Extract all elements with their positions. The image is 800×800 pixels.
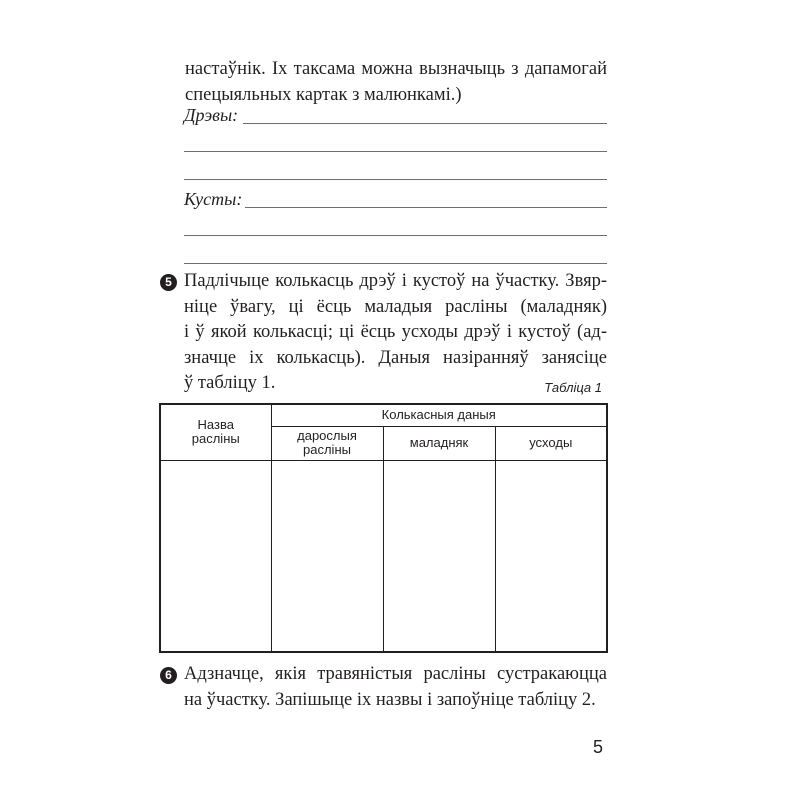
task-5-text: [184, 269, 607, 397]
table-header-seedlings: усходы: [495, 426, 607, 460]
table-cell-seedlings[interactable]: [495, 460, 607, 652]
task-6-line: Адзначце, якія травяністыя расліны сустракаюцца: [184, 664, 607, 684]
table-header-adult-plants: дарослыя расліны: [271, 426, 383, 460]
task-6-line: на ўчастку. Запішыце іх назвы і запоўніце табліцу 2.: [184, 689, 596, 710]
trees-answer-line[interactable]: [243, 123, 607, 124]
trees-answer-line[interactable]: [184, 179, 607, 180]
intro-line-2: спецыяльных картак з малюнкамі.): [185, 85, 462, 105]
table-cell-plant-name[interactable]: [160, 460, 271, 652]
intro-line-1: настаўнік. Іх таксама можна вызначыць з дапамогай: [185, 59, 607, 79]
shrubs-answer-line[interactable]: [245, 207, 607, 208]
table-cell-young-growth[interactable]: [383, 460, 495, 652]
task-6-text: [184, 662, 607, 713]
task-5-number-badge: 5: [160, 274, 177, 291]
shrubs-field-label: Кусты:: [184, 189, 243, 209]
trees-answer-line[interactable]: [184, 151, 607, 152]
task-5-line: значце іх колькасць). Даныя назіранняў занясіце: [184, 347, 607, 368]
trees-field-label: Дрэвы:: [184, 105, 239, 125]
table-1-caption: Табліца 1: [544, 380, 602, 395]
task-5-line: Падлічыце колькасць дрэў і кустоў на ўчастку. Звяр-: [184, 271, 607, 291]
task-5-line: ў табліцу 1.: [184, 373, 276, 393]
page-number: 5: [593, 737, 604, 757]
task-5-line: ніце ўвагу, ці ёсць маладыя расліны (маладняк): [184, 296, 607, 317]
task-6-number-badge: 6: [160, 667, 177, 684]
intro-text: [185, 56, 607, 108]
table-header-quantitative-data: Колькасныя даныя: [271, 404, 607, 426]
table-header-plant-name: Назва расліны: [160, 404, 271, 460]
table-header-young-growth: маладняк: [383, 426, 495, 460]
table-cell-adult-plants[interactable]: [271, 460, 383, 652]
shrubs-answer-line[interactable]: [184, 235, 607, 236]
shrubs-answer-line[interactable]: [184, 263, 607, 264]
task-5-line: і ў якой колькасці; ці ёсць усходы дрэў і кустоў (ад-: [184, 322, 607, 342]
table-1: [159, 403, 608, 653]
